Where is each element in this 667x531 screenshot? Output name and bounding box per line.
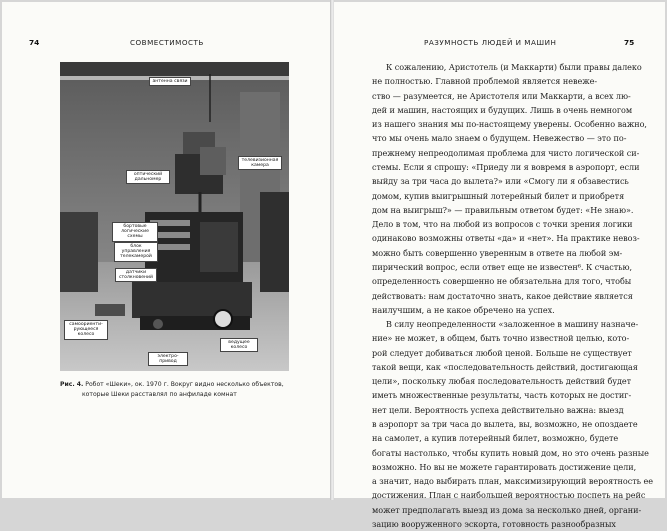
text-line: В силу неопределенности «заложенное в машину назначе- — [386, 319, 639, 330]
text-line: рой следует добиваться любой ценой. Больше не существует — [372, 347, 632, 358]
text-line: иметь множественные результаты, часть которых не достиг- — [372, 390, 632, 401]
text-line: не полностью. Главной проблемой является невеже- — [372, 76, 598, 87]
text-line: может предполагать выезд из дома за несколько дней, органи- — [372, 504, 642, 515]
label-drive: электро-привод — [148, 352, 188, 366]
text-line: выйду за три часа до вылета?» или «Смогу ли я обзавестись — [372, 176, 629, 187]
text-line: одинаково возможны ответы «да» и «нет». На практике невоз- — [372, 233, 640, 244]
left-page — [2, 2, 332, 498]
text-line: определенность совершенно не обязательна для того, чтобы — [372, 276, 632, 287]
text-line: К сожалению, Аристотель (и Маккарти) были правы далеко — [386, 62, 642, 72]
label-rangefinder: оптический дальномер — [126, 170, 170, 184]
text-line: наилучшим, а не какое обречено на успех. — [372, 304, 555, 315]
caption-line: которые Шеки расставлял по анфиладе комнат — [82, 390, 237, 398]
caption-line: Рис. 4. Робот «Шеки», ок. 1970 г. Вокруг видно несколько объектов, — [60, 381, 284, 388]
text-line: можно быть совершенно уверенным в ответе на любой эм- — [372, 247, 623, 258]
text-line: ство — разумеется, не Аристотеля или Маккарти, а всех лю- — [372, 90, 631, 101]
text-line: дей и машин, настоящих и будущих. Лишь в очень немногом — [372, 104, 633, 115]
text-line: а значит, надо выбирать план, максимизирующий вероятность ее — [372, 476, 653, 487]
label-logic-circuits: бортовые логические схемы — [112, 222, 158, 242]
text-line: такой вещи, как «последовательность действий, достигающая — [372, 361, 638, 372]
text-line: домом, купив выигрышный лотерейный билет и приобретя — [372, 190, 625, 201]
right-page — [334, 2, 665, 529]
text-line: из нашего знания мы по-настоящему уверены. Особенно важно, — [372, 119, 647, 130]
text-line: на самолет, а купив лотерейный билет, возможно, будете — [372, 433, 619, 444]
text-line: в аэропорт за три часа до вылета, вы, возможно, не опоздаете — [372, 419, 638, 430]
text-line: богаты настолько, чтобы купить новый дом, но это очень разные — [372, 447, 649, 458]
label-antenna: антенна связи — [149, 77, 191, 86]
label-caster-wheel: самоориенти-рующееся колесо — [64, 320, 108, 340]
text-line: возможно. Но вы не можете гарантировать достижение цели, — [372, 461, 637, 472]
figure-caption — [60, 380, 282, 400]
text-line: действовать: нам достаточно знать, какое действие является — [372, 290, 633, 301]
label-camera-control: блок управления телекамерой — [114, 242, 158, 262]
text-line: зацию вооруженного эскорта, готовность разнообразных — [372, 519, 616, 529]
text-line: дом на выигрыш?» — правильным ответом будет: «Не знаю». — [372, 204, 634, 215]
label-tv-camera: телевизионная камера — [238, 156, 282, 170]
text-line: цели», поскольку любая последовательность действий будет — [372, 376, 632, 387]
text-line: пирический вопрос, если ответ еще не известен⁶. К счастью, — [372, 261, 633, 272]
text-line: стемы. Если я спрошу: «Приеду ли я вовремя в аэропорт, если — [372, 161, 640, 172]
body-text — [372, 60, 653, 531]
left-running-head: СОВМЕСТИМОСТЬ — [130, 38, 204, 47]
text-line: что мы очень мало знаем о будущем. Невежество — это по- — [372, 133, 627, 144]
text-line: Дело в том, что на любой из вопросов с точки зрения логики — [372, 219, 633, 230]
left-page-number: 74 — [29, 38, 40, 47]
text-line: прежнему непреодолимая проблема для чисто логической си- — [372, 147, 640, 158]
right-page-number: 75 — [624, 38, 635, 47]
label-collision-sensors: датчики столкновений — [115, 268, 157, 282]
label-drive-wheel: ведущее колесо — [220, 338, 258, 352]
text-line: достижения. План с наибольшей вероятностью поспеть на рейс — [372, 490, 646, 501]
figure-photo — [60, 62, 289, 371]
text-line: ние» не может, в общем, быть точно известной целью, кото- — [372, 333, 630, 344]
right-running-head: РАЗУМНОСТЬ ЛЮДЕЙ И МАШИН — [424, 38, 557, 47]
text-line: нет цели. Вероятность успеха действительно важна: выезд — [372, 404, 624, 415]
